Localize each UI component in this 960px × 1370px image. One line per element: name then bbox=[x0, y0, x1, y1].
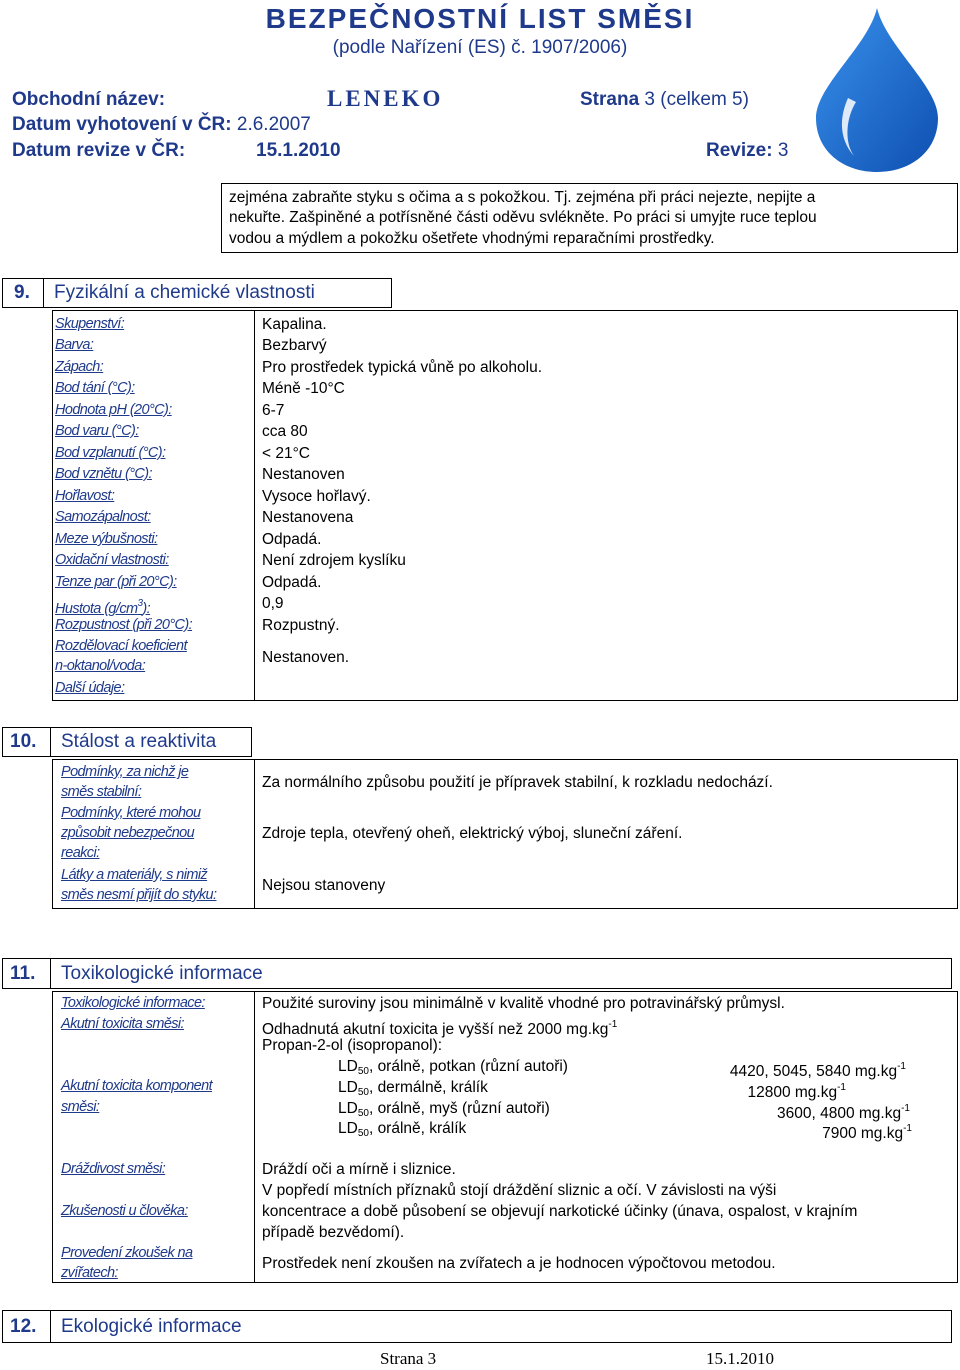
irritation-label: Dráždivost směsi: bbox=[61, 1161, 166, 1177]
other-data-label: Další údaje: bbox=[55, 680, 125, 696]
ld50-value: 3600, 4800 $mg.kg^{-1}$ bbox=[777, 1103, 910, 1122]
property-label: Zápach: bbox=[55, 359, 104, 375]
property-label-density: Hustota $(g/cm^3)$: bbox=[55, 598, 151, 617]
human-experience-line-1: V popředí místních příznaků stojí dráždění sliznic a očí. V závislosti na výši bbox=[262, 1182, 777, 1199]
section-12-number: 12. bbox=[10, 1316, 37, 1337]
water-drop-logo-icon bbox=[808, 6, 946, 176]
reaction-label-line-3: reakci: bbox=[61, 845, 100, 861]
property-value: Kapalina. bbox=[262, 316, 327, 333]
section-9-number: 9. bbox=[14, 282, 30, 303]
ld50-value: 12800 $mg.kg^{-1}$ bbox=[747, 1082, 846, 1101]
footer-page: Strana 3 bbox=[380, 1349, 437, 1368]
partition-value: Nestanoven. bbox=[262, 649, 350, 666]
revision-date: 15.1.2010 bbox=[256, 140, 341, 161]
human-experience-line-3: případě bezvědomí). bbox=[262, 1224, 405, 1241]
section-10-number: 10. bbox=[10, 731, 37, 752]
section-10-title: Stálost a reaktivita bbox=[61, 731, 217, 752]
ld50-test: $LD_{50}$, orálně, králík bbox=[338, 1120, 467, 1139]
property-value: 6-7 bbox=[262, 402, 285, 419]
animal-testing-label-line-2: zvířatech: bbox=[61, 1265, 118, 1281]
property-label: Rozpustnost (při 20°C): bbox=[55, 617, 193, 633]
section-9-title: Fyzikální a chemické vlastnosti bbox=[54, 282, 315, 303]
partition-label-line-1: Rozdělovací koeficient bbox=[55, 638, 187, 654]
section-11-number: 11. bbox=[10, 963, 36, 984]
property-label: Hořlavost: bbox=[55, 488, 115, 504]
ld50-value: 4420, 5045, 5840 $mg.kg^{-1}$ bbox=[729, 1061, 906, 1080]
tox-info-value: Použité suroviny jsou minimálně v kvalitě vhodné pro potravinářský průmysl. bbox=[262, 995, 785, 1012]
section-11-title: Toxikologické informace bbox=[61, 963, 263, 984]
component-toxicity-label-line-1: Akutní toxicita komponent bbox=[61, 1078, 213, 1094]
property-value: Pro prostředek typická vůně po alkoholu. bbox=[262, 359, 543, 376]
property-value: Odpadá. bbox=[262, 574, 322, 591]
property-value: Bezbarvý bbox=[262, 337, 327, 354]
property-label: Bod tání (°C): bbox=[55, 380, 135, 396]
property-value: Není zdrojem kyslíku bbox=[262, 552, 406, 569]
reaction-label-line-2: způsobit nebezpečnou bbox=[61, 825, 195, 841]
animal-testing-label-line-1: Provedení zkoušek na bbox=[61, 1245, 193, 1261]
irritation-value: Dráždí oči a mírně i sliznice. bbox=[262, 1161, 456, 1178]
acute-toxicity-label: Akutní toxicita směsi: bbox=[61, 1016, 184, 1032]
property-value: Odpadá. bbox=[262, 531, 322, 548]
ld50-test: $LD_{50}$, orálně, potkan (různí autoři) bbox=[338, 1058, 568, 1077]
property-value: Nestanovena bbox=[262, 509, 354, 526]
animal-testing-value: Prostředek není zkoušen na zvířatech a je hodnocen výpočtovou metodou. bbox=[262, 1255, 776, 1272]
page-info: Strana 3 (celkem 5) bbox=[580, 89, 749, 110]
property-label: Bod vzplanutí (°C): bbox=[55, 445, 166, 461]
stability-label-line-2: směs stabilní: bbox=[61, 784, 142, 800]
ld50-test: $LD_{50}$, dermálně, králík bbox=[338, 1079, 488, 1098]
human-experience-label: Zkušenosti u člověka: bbox=[61, 1203, 188, 1219]
trade-name: LENEKO bbox=[327, 86, 444, 111]
property-value: cca 80 bbox=[262, 423, 308, 440]
property-label: Hodnota pH (20°C): bbox=[55, 402, 172, 418]
property-label: Samozápalnost: bbox=[55, 509, 151, 525]
incompatible-label-line-2: směs nesmí přijít do styku: bbox=[61, 887, 217, 903]
property-value: Rozpustný. bbox=[262, 617, 340, 634]
human-experience-line-2: koncentrace a době působení se objevují narkotické účinky (únava, ospalost, v krajním bbox=[262, 1203, 858, 1220]
property-value: 0,9 bbox=[262, 595, 284, 612]
property-label: Bod varu (°C): bbox=[55, 423, 139, 439]
incompatible-label-line-1: Látky a materiály, s nimiž bbox=[61, 867, 208, 883]
property-label: Meze výbušnosti: bbox=[55, 531, 158, 547]
reaction-label-line-1: Podmínky, které mohou bbox=[61, 805, 201, 821]
tox-info-label: Toxikologické informace: bbox=[61, 995, 205, 1011]
stability-value: Za normálního způsobu použití je přípravek stabilní, k rozkladu nedochází. bbox=[262, 774, 773, 791]
revision-date-label: Datum revize v ČR: bbox=[12, 140, 186, 161]
ld50-test: $LD_{50}$, orálně, myš (různí autoři) bbox=[338, 1100, 550, 1119]
stability-label-line-1: Podmínky, za nichž je bbox=[61, 764, 189, 780]
handling-text-line-1: zejména zabraňte styku s očima a s pokožkou. Tj. zejména při práci nejezte, nepijte a bbox=[229, 189, 816, 206]
handling-text-line-2: nekuřte. Zašpiněné a potřísněné části oděvu svlékněte. Po práci si umyjte ruce teplou bbox=[229, 209, 817, 226]
property-label: Tenze par (při 20°C): bbox=[55, 574, 177, 590]
property-value: Méně -10°C bbox=[262, 380, 345, 397]
reaction-value: Zdroje tepla, otevřený oheň, elektrický výboj, sluneční záření. bbox=[262, 825, 683, 842]
ld50-value: 7900 $mg.kg^{-1}$ bbox=[822, 1123, 912, 1142]
trade-name-label: Obchodní název: bbox=[12, 89, 166, 110]
document-subtitle: (podle Nařízení (ES) č. 1907/2006) bbox=[332, 37, 628, 58]
issue-date: Datum vyhotovení v ČR: 2.6.2007 bbox=[12, 114, 311, 135]
handling-text-line-3: vodou a mýdlem a pokožku ošetřete vhodnými reparačními prostředky. bbox=[229, 230, 715, 247]
component-toxicity-label-line-2: směsi: bbox=[61, 1099, 100, 1115]
partition-label-line-2: n-oktanol/voda: bbox=[55, 658, 146, 674]
property-label: Skupenství: bbox=[55, 316, 125, 332]
property-label: Bod vznětu (°C): bbox=[55, 466, 152, 482]
property-label: Barva: bbox=[55, 337, 94, 353]
footer-date: 15.1.2010 bbox=[706, 1349, 774, 1368]
property-value: Vysoce hořlavý. bbox=[262, 488, 371, 505]
property-label: Oxidační vlastnosti: bbox=[55, 552, 169, 568]
acute-toxicity-value: Odhadnutá akutní toxicita je vyšší než 2000 $mg.kg^{-1}$ bbox=[262, 1019, 618, 1038]
component-name: Propan-2-ol (isopropanol): bbox=[262, 1037, 443, 1054]
document-title: BEZPEČNOSTNÍ LIST SMĚSI bbox=[265, 3, 695, 34]
section-12-title: Ekologické informace bbox=[61, 1316, 242, 1337]
property-value: < 21°C bbox=[262, 445, 310, 462]
property-value: Nestanoven bbox=[262, 466, 345, 483]
incompatible-value: Nejsou stanoveny bbox=[262, 877, 386, 894]
revision-number: Revize: 3 bbox=[706, 140, 789, 161]
